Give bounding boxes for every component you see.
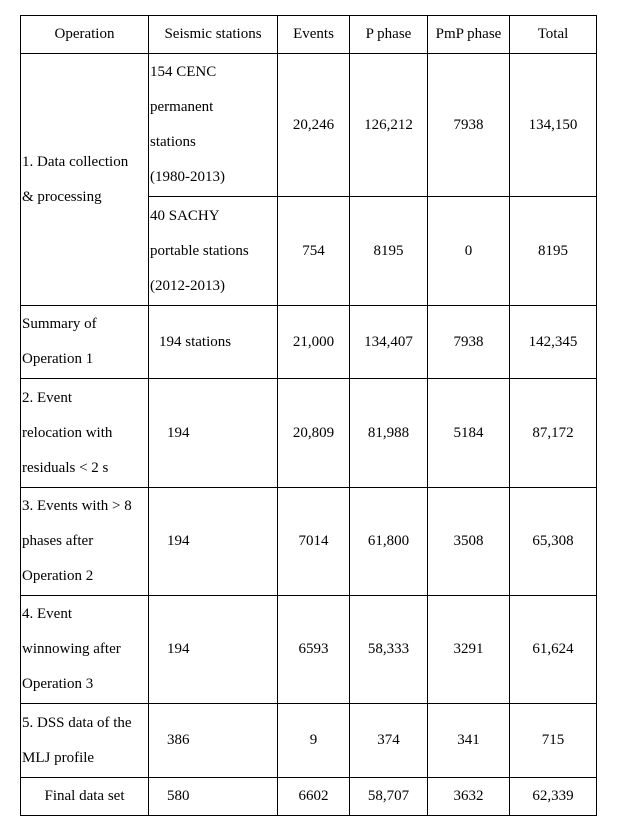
stations-cell: 580 [149, 778, 278, 816]
p-phase-cell: 58,333 [350, 596, 428, 704]
stations-cell: 386 [149, 704, 278, 778]
operation-cell: 3. Events with > 8 phases after Operation 2 [21, 488, 149, 596]
pmp-phase-cell: 7938 [428, 306, 510, 379]
total-cell: 61,624 [510, 596, 597, 704]
pmp-phase-cell: 3632 [428, 778, 510, 816]
table-row [21, 306, 597, 379]
stations-cell: 194 [149, 596, 278, 704]
header-total: Total [510, 16, 597, 54]
p-phase-cell: 81,988 [350, 379, 428, 488]
events-cell: 9 [278, 704, 350, 778]
operation-cell: Final data set [21, 778, 149, 816]
operation-cell: 2. Event relocation with residuals < 2 s [21, 379, 149, 488]
total-cell: 715 [510, 704, 597, 778]
pmp-phase-cell: 3508 [428, 488, 510, 596]
total-cell: 62,339 [510, 778, 597, 816]
table-row [21, 379, 597, 488]
data-table [20, 15, 597, 816]
pmp-phase-cell: 5184 [428, 379, 510, 488]
table-row [21, 704, 597, 778]
table-row [21, 596, 597, 704]
header-p-phase: P phase [350, 16, 428, 54]
events-cell: 20,809 [278, 379, 350, 488]
table-row [21, 54, 597, 197]
operation-cell: 1. Data collection & processing [21, 54, 149, 306]
p-phase-cell: 61,800 [350, 488, 428, 596]
total-cell: 142,345 [510, 306, 597, 379]
events-cell: 21,000 [278, 306, 350, 379]
p-phase-cell: 134,407 [350, 306, 428, 379]
header-row [21, 16, 597, 54]
events-cell: 754 [278, 197, 350, 306]
events-cell: 6602 [278, 778, 350, 816]
operation-cell: Summary of Operation 1 [21, 306, 149, 379]
stations-cell: 194 [149, 488, 278, 596]
header-events: Events [278, 16, 350, 54]
stations-cell: 194 stations [149, 306, 278, 379]
pmp-phase-cell: 7938 [428, 54, 510, 197]
operation-cell: 5. DSS data of the MLJ profile [21, 704, 149, 778]
stations-cell: 194 [149, 379, 278, 488]
total-cell: 65,308 [510, 488, 597, 596]
total-cell: 87,172 [510, 379, 597, 488]
header-operation: Operation [21, 16, 149, 54]
p-phase-cell: 58,707 [350, 778, 428, 816]
table-row [21, 778, 597, 816]
stations-cell: 40 SACHY portable stations (2012-2013) [149, 197, 278, 306]
header-pmp-phase: PmP phase [428, 16, 510, 54]
events-cell: 7014 [278, 488, 350, 596]
events-cell: 20,246 [278, 54, 350, 197]
table-row [21, 488, 597, 596]
total-cell: 8195 [510, 197, 597, 306]
header-seismic-stations: Seismic stations [149, 16, 278, 54]
total-cell: 134,150 [510, 54, 597, 197]
p-phase-cell: 8195 [350, 197, 428, 306]
stations-cell: 154 CENC permanent stations (1980-2013) [149, 54, 278, 197]
pmp-phase-cell: 341 [428, 704, 510, 778]
p-phase-cell: 126,212 [350, 54, 428, 197]
pmp-phase-cell: 0 [428, 197, 510, 306]
pmp-phase-cell: 3291 [428, 596, 510, 704]
events-cell: 6593 [278, 596, 350, 704]
p-phase-cell: 374 [350, 704, 428, 778]
operation-cell: 4. Event winnowing after Operation 3 [21, 596, 149, 704]
